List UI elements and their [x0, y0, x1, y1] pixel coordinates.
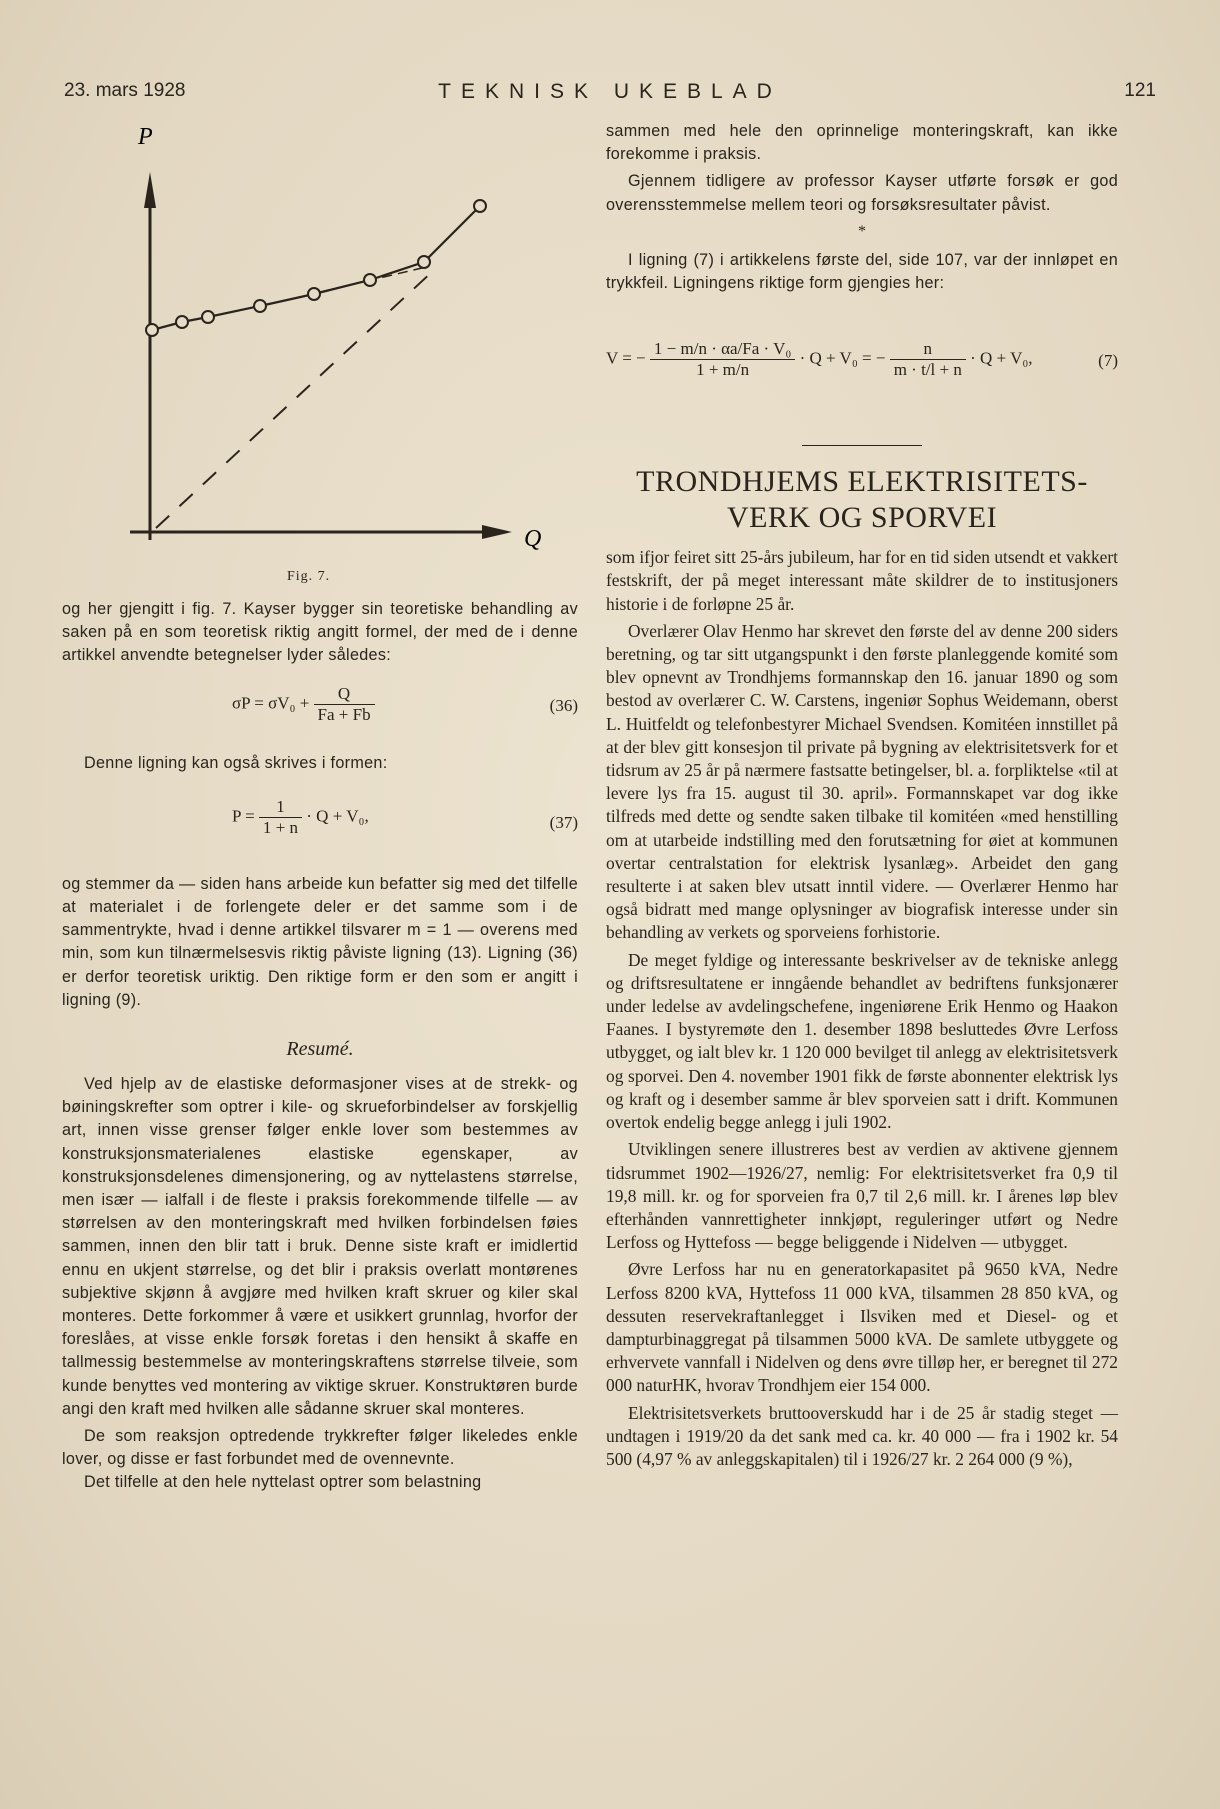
journal-title: TEKNISK UKEBLAD [438, 80, 782, 103]
eq7-lhs: V = − [606, 348, 646, 368]
section-separator: * [858, 222, 866, 240]
issue-date: 23. mars 1928 [64, 80, 186, 101]
resume-heading: Resumé. [286, 1038, 354, 1061]
eq36-fraction [314, 684, 375, 725]
page-header [64, 80, 1156, 112]
measurement-points [146, 200, 486, 336]
force-diagram [62, 120, 578, 580]
figure-caption: Fig. 7. [287, 569, 331, 584]
eq7-denominator-1: 1 + m/n [696, 360, 750, 380]
paragraph: sammen med hele den oprinnelige monteringskraft, kan ikke forekomme i praksis. [606, 122, 1118, 164]
left-column [62, 120, 578, 1495]
article-body [606, 546, 1118, 1471]
data-point [418, 256, 430, 268]
article-title [606, 464, 1118, 536]
eq7-rhs: · Q + V₀, [970, 348, 1033, 368]
data-point [474, 200, 486, 212]
paragraph: I ligning (7) i artikkelens første del, side 107, var der innløpet en trykkfeil. Ligningens riktige form gjengies her: [606, 250, 1118, 293]
equation-36 [62, 676, 578, 746]
paragraph: Denne ligning kan også skrives i formen: [84, 753, 388, 772]
paragraph: De meget fyldige og interessante beskrivelser av de tekniske anlegg og driftsresultatene er inngående behandlet av bedriftens funksjonærer under ledelse av avdelingschefene, ingeniørene Erik Henmo og Haakon Faanes. I bystyremøte den 1. desember 1898 besluttedes Øvre Lerfoss utbygget, og ialt blev kr. 1 120 000 bevilget til anlegg av elektrisitetsverk og sporvei. Den 4. november 1901 fikk de første abonnenter elektrisk lys og kraft og i desember samme år blev sporveien satt i drift. Kommunen overtok endelig begge anlegg i juli 1902. [606, 949, 1118, 1133]
y-axis-label: P [138, 124, 153, 150]
left-text [62, 598, 578, 1495]
paragraph: Gjennem tidligere av professor Kayser utførte forsøk er god overensstemmelse mellem teori og forsøksresultater påvist. [606, 172, 1118, 214]
x-axis-label: Q [524, 526, 542, 552]
paragraph: som ifjor feiret sitt 25-års jubileum, har for en tid siden utsendt et vakkert festskrift, der på meget interessant måte skildrer de to institusjoners historie i de forløpne 25 år. [606, 547, 1118, 614]
measured-curve [152, 206, 480, 330]
paragraph: Det tilfelle at den hele nyttelast optrer som belastning [84, 1473, 482, 1492]
eq7-mid: · Q + V₀ = − [799, 348, 886, 368]
data-point [308, 288, 320, 300]
eq37-denominator: 1 + n [262, 817, 299, 837]
paragraph: Overlærer Olav Henmo har skrevet den første del av denne 200 siders beretning, og tar sitt utgangspunkt i den første planleggende komité som blev opnevnt av Trondhjems formannskap den 16. januar 1890 og som bestod av overlærer C. W. Carstens, ingeniør Sophus Weidemann, oberst L. Huitfeldt og telefonbestyrer Michael Svendsen. Komitéen innstillet på at der blev gitt konsesjon til private på bygning av elektrisitetsverk for et tidsrum av 25 år på nærmere fastsatte betingelser, bl. a. forpliktelse «til at levere lys fra 15. august til 30. april». Formannskapet var dog ikke tilfreds med dette og sendte saken tilbake til komitéen «med henstilling om at utarbeide indstilling med den forutsætning for øiet at kommunen overtar centralstation for elektrisk lysanlæg». Arbeidet den gang resulterte i at saken blev utsatt inntil videre. — Overlærer Henmo har også bidratt med mange oplysninger av biografisk interesse under sin behandling av verkets og sporveiens forhistorie. [606, 620, 1118, 943]
equation-37 [62, 793, 578, 863]
data-point [176, 316, 188, 328]
theoretical-dashed-line [156, 270, 434, 528]
eq37-lhs: P = [232, 806, 255, 826]
eq7-numerator-1: 1 − m/n · αa/Fa · V₀ [650, 339, 795, 360]
eq7-denominator-2: m · t/l + n [893, 360, 962, 380]
paragraph: Ved hjelp av de elastiske deformasjoner vises at de strekk- og bøiningskrefter som optrer i kile- og skrueforbindelser av forskjellig art, innen visse grenser følger enkle lover som bestemmes av konstruksjonsmaterialenes elastiske egenskaper, av konstruksjonsdelenes dimensjonering, og av nyttelastens størrelse, men især — ialfall i de fleste i praksis forekommende tilfelle — av størrelsen av den monteringskraft med hvilken forbindelsen føies sammen, innen den blir tatt i bruk. Denne siste kraft er imidlertid ennu en ukjent størrelse, og det blir i praksis overlatt montørenes subjektive skjønn å avgjøre med hvilken kraft skruer og kiler skal monteres. Dette forkommer å være et usikkert grunnlag, hvorfor der foreslåes, at visse enkle forsøk foretas i den hensikt å skaffe en tallmessig bestemmelse av monteringskraftens størrelse tilveie, som kunde benyttes ved montering av viktige skruer. Konstruktøren burde angi den kraft med hvilken alle sådanne skruer skal monteres. [62, 1075, 578, 1418]
data-point [254, 300, 266, 312]
eq37-fraction [259, 797, 302, 838]
eq7-numerator-2: n [890, 339, 966, 360]
eq36-denominator: Fa + Fb [317, 704, 371, 724]
x-axis-arrow [482, 525, 512, 539]
page-number: 121 [1124, 80, 1156, 101]
eq37-numerator: 1 [259, 797, 302, 818]
paragraph: Øvre Lerfoss har nu en generatorkapasitet på 9650 kVA, Nedre Lerfoss 8200 kVA, Hyttefoss 11 000 kVA, tilsammen 28 850 kVA, og dessuten reservekraftanlegget i Ilsviken med et Diesel- og et dampturbinaggregat på tilsammen 5000 kVA. De samlete utbyggete og erhvervete vannfall i Nidelven og dens øvre tilløp her, er beregnet til 272 000 naturHK, hvorav Trondhjem eier 154 000. [606, 1259, 1118, 1396]
paragraph: Elektrisitetsverkets bruttooverskudd har i de 25 år stadig steget — undtagen i 1919/20 da det sank med ca. kr. 40 000 — fra i 1902 kr. 54 500 (4,97 % av anleggskapitalen) til i 1926/27 kr. 2 264 000 (9 %), [606, 1402, 1118, 1469]
paragraph: Utviklingen senere illustreres best av verdien av aktivene gjennem tidsrummet 1902—1926/27, nemlig: For elektrisitetsverket fra 0,9 til 19,8 mill. kr. og for sporveien fra 0,7 til 2,6 mill. kr. I årenes løp blev efterhånden vannrettigheter innkjøpt, reguleringer utført og Nedre Lerfoss og Hyttefoss — begge beliggende i Nidelven — utbygget. [606, 1139, 1118, 1253]
eq7-label: (7) [1098, 351, 1118, 371]
paragraph: og her gjengitt i fig. 7. Kayser bygger sin teoretiske behandling av saken på en som teoretisk riktig angitt formel, der med de i denne artikkel anvendte betegnelser lyder således: [62, 600, 578, 665]
data-point [364, 274, 376, 286]
article-title-line-2: VERK OG SPORVEI [726, 501, 998, 535]
data-point [146, 324, 158, 336]
paragraph: De som reaksjon optredende trykkrefter følger likeledes enkle lover, og disse er fast forbundet med de ovennevnte. [62, 1427, 578, 1469]
eq7-fraction-1 [650, 339, 795, 380]
right-column [606, 120, 1118, 1471]
eq36-numerator: Q [314, 684, 375, 705]
data-point [202, 311, 214, 323]
right-top-text [606, 120, 1118, 295]
paragraph: og stemmer da — siden hans arbeide kun befatter sig med det tilfelle at materialet i de forlengete deler er det samme som i de sammentrykte, hvad i denne artikkel tilsvarer m = 1 — overens med min, som kun tilnærmelsesvis riktig påviste ligning (13). Ligning (36) er derfor teoretisk uriktig. Den riktige form er den som er angitt i ligning (9). [62, 874, 578, 1009]
eq37-label: (37) [549, 812, 578, 832]
y-axis-arrow [144, 172, 156, 208]
article-title-line-1: TRONDHJEMS ELEKTRISITETS- [636, 465, 1088, 499]
divider [802, 445, 922, 446]
eq37-rhs: · Q + V₀, [306, 806, 369, 826]
eq7-fraction-2 [890, 339, 966, 380]
eq36-label: (36) [549, 695, 578, 715]
equation-7 [606, 309, 1118, 425]
eq36-lhs: σP = σV₀ + [232, 693, 310, 713]
figure-7 [62, 120, 578, 598]
